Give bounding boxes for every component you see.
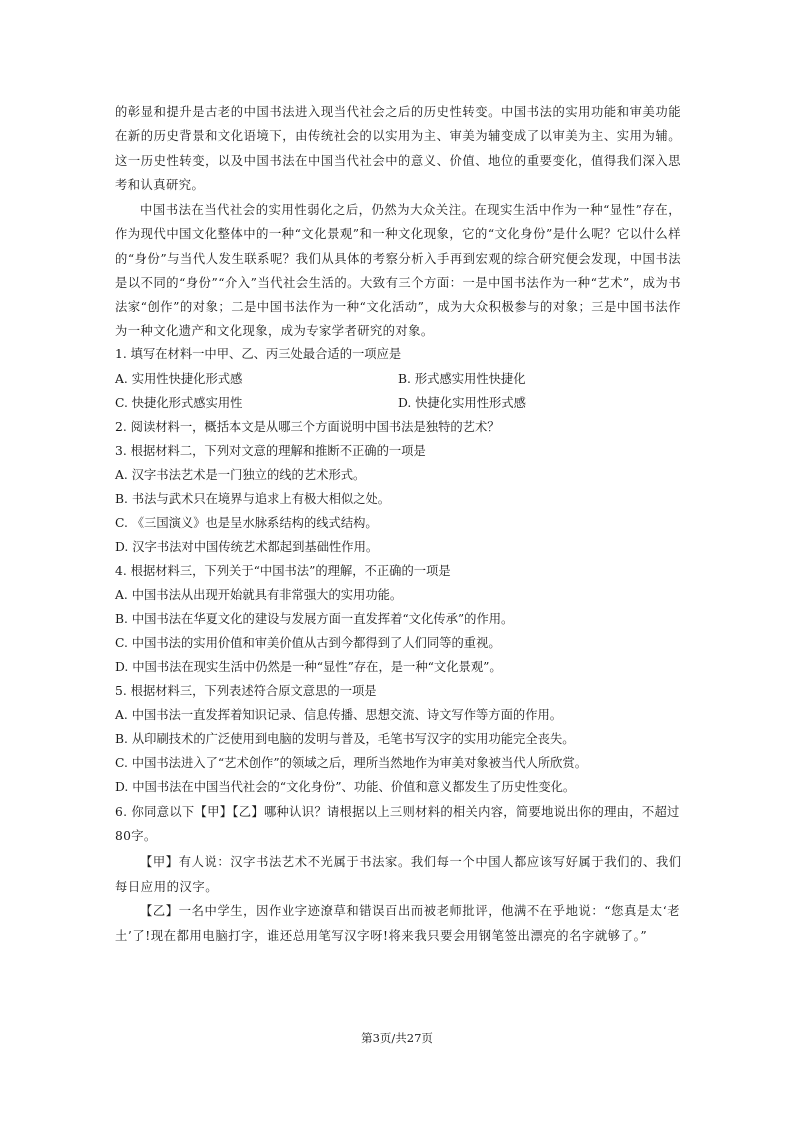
question-4-option-c: C. 中国书法的实用价值和审美价值从古到今都得到了人们同等的重视。	[115, 636, 501, 650]
question-4-option-a: A. 中国书法从出现开始就具有非常强大的实用功能。	[115, 588, 403, 602]
question-3-option-d: D. 汉字书法对中国传统艺术都起到基础性作用。	[115, 540, 379, 554]
question-4-option-d: D. 中国书法在现实生活中仍然是一种“显性”存在，是一种“文化景观”。	[115, 660, 502, 674]
question-5-option-c: C. 中国书法进入了“艺术创作”的领域之后，理所当然地作为审美对象被当代人所欣赏。	[115, 756, 588, 770]
question-3-option-a: A. 汉字书法艺术是一门独立的线的艺术形式。	[115, 468, 366, 482]
page-number-footer: 第3页/共27页	[361, 1031, 433, 1045]
question-1-stem: 1. 填写在材料一中甲、乙、丙三处最合适的一项应是	[115, 347, 402, 361]
question-5-option-a: A. 中国书法一直发挥着知识记录、信息传播、思想交流、诗文写作等方面的作用。	[115, 708, 563, 722]
question-4-stem: 4. 根据材料三，下列关于“中国书法”的理解，不正确的一项是	[115, 564, 451, 578]
question-1-option-a: A. 实用性快捷化形式感	[115, 372, 243, 386]
question-4-option-b: B. 中国书法在华夏文化的建设与发展方面一直发挥着“文化传承”的作用。	[115, 612, 514, 626]
question-1-option-d: D. 快捷化实用性形式感	[398, 396, 526, 410]
question-2-stem: 2. 阅读材料一，概括本文是从哪三个方面说明中国书法是独特的艺术？	[115, 420, 500, 434]
question-5-option-b: B. 从印刷技术的广泛使用到电脑的发明与普及，毛笔书写汉字的实用功能完全丧失。	[115, 732, 575, 746]
question-3-option-c: C. 《三国演义》也是呈水脉系结构的线式结构。	[115, 516, 378, 530]
question-6-view-jia: 【甲】有人说：汉字书法艺术不光属于书法家。我们每一个中国人都应该写好属于我们的、我们每日应用的汉字。	[115, 855, 682, 894]
question-1-option-b: B. 形式感实用性快捷化	[398, 372, 526, 386]
question-5-stem: 5. 根据材料三，下列表述符合原文意思的一项是	[115, 684, 377, 698]
question-5-option-d: D. 中国书法在中国当代社会的“文化身份”、功能、价值和意义都发生了历史性变化。	[115, 780, 576, 794]
passage-paragraph-2: 中国书法在当代社会的实用性弱化之后，仍然为大众关注。在现实生活中作为一种“显性”存在，作为现代中国文化整体中的一种“文化景观”和一种文化现象，它的“文化身份”是什么呢？它以什么样的“身份”与当代人发生联系呢？我们从具体的考察分析入手再到宏观的综合研究便会发现，中国书法是以不同的“身份”“介入”当代社会生活的。大致有三个方面：一是中国书法作为一种“艺术”，成为书法家“创作”的对象；二是中国书法作为一种“文化活动”，成为大众积极参与的对象；三是中国书法作为一种文化遗产和文化现象，成为专家学者研究的对象。	[115, 203, 681, 339]
passage-paragraph-1: 的彰显和提升是古老的中国书法进入现当代社会之后的历史性转变。中国书法的实用功能和审美功能在新的历史背景和文化语境下，由传统社会的以实用为主、审美为辅变成了以审美为主、实用为辅。这一历史性转变，以及中国书法在中国当代社会中的意义、价值、地位的重要变化，值得我们深入思考和认真研究。	[115, 105, 681, 192]
question-3-option-b: B. 书法与武术只在境界与追求上有极大相似之处。	[115, 492, 391, 506]
question-6-stem: 6. 你同意以下【甲】【乙】哪种认识？请根据以上三则材料的相关内容，简要地说出你的理由，不超过80字。	[115, 805, 680, 843]
question-3-stem: 3. 根据材料二，下列对文意的理解和推断不正确的一项是	[115, 444, 426, 458]
question-1-option-c: C. 快捷化形式感实用性	[115, 396, 243, 410]
question-6-view-yi: 【乙】一名中学生，因作业字迹潦草和错误百出而被老师批评，他满不在乎地说：“您真是太‘老土’了!现在都用电脑打字，谁还总用笔写汉字呀!将来我只要会用钢笔签出漂亮的名字就够了。”	[115, 904, 681, 943]
